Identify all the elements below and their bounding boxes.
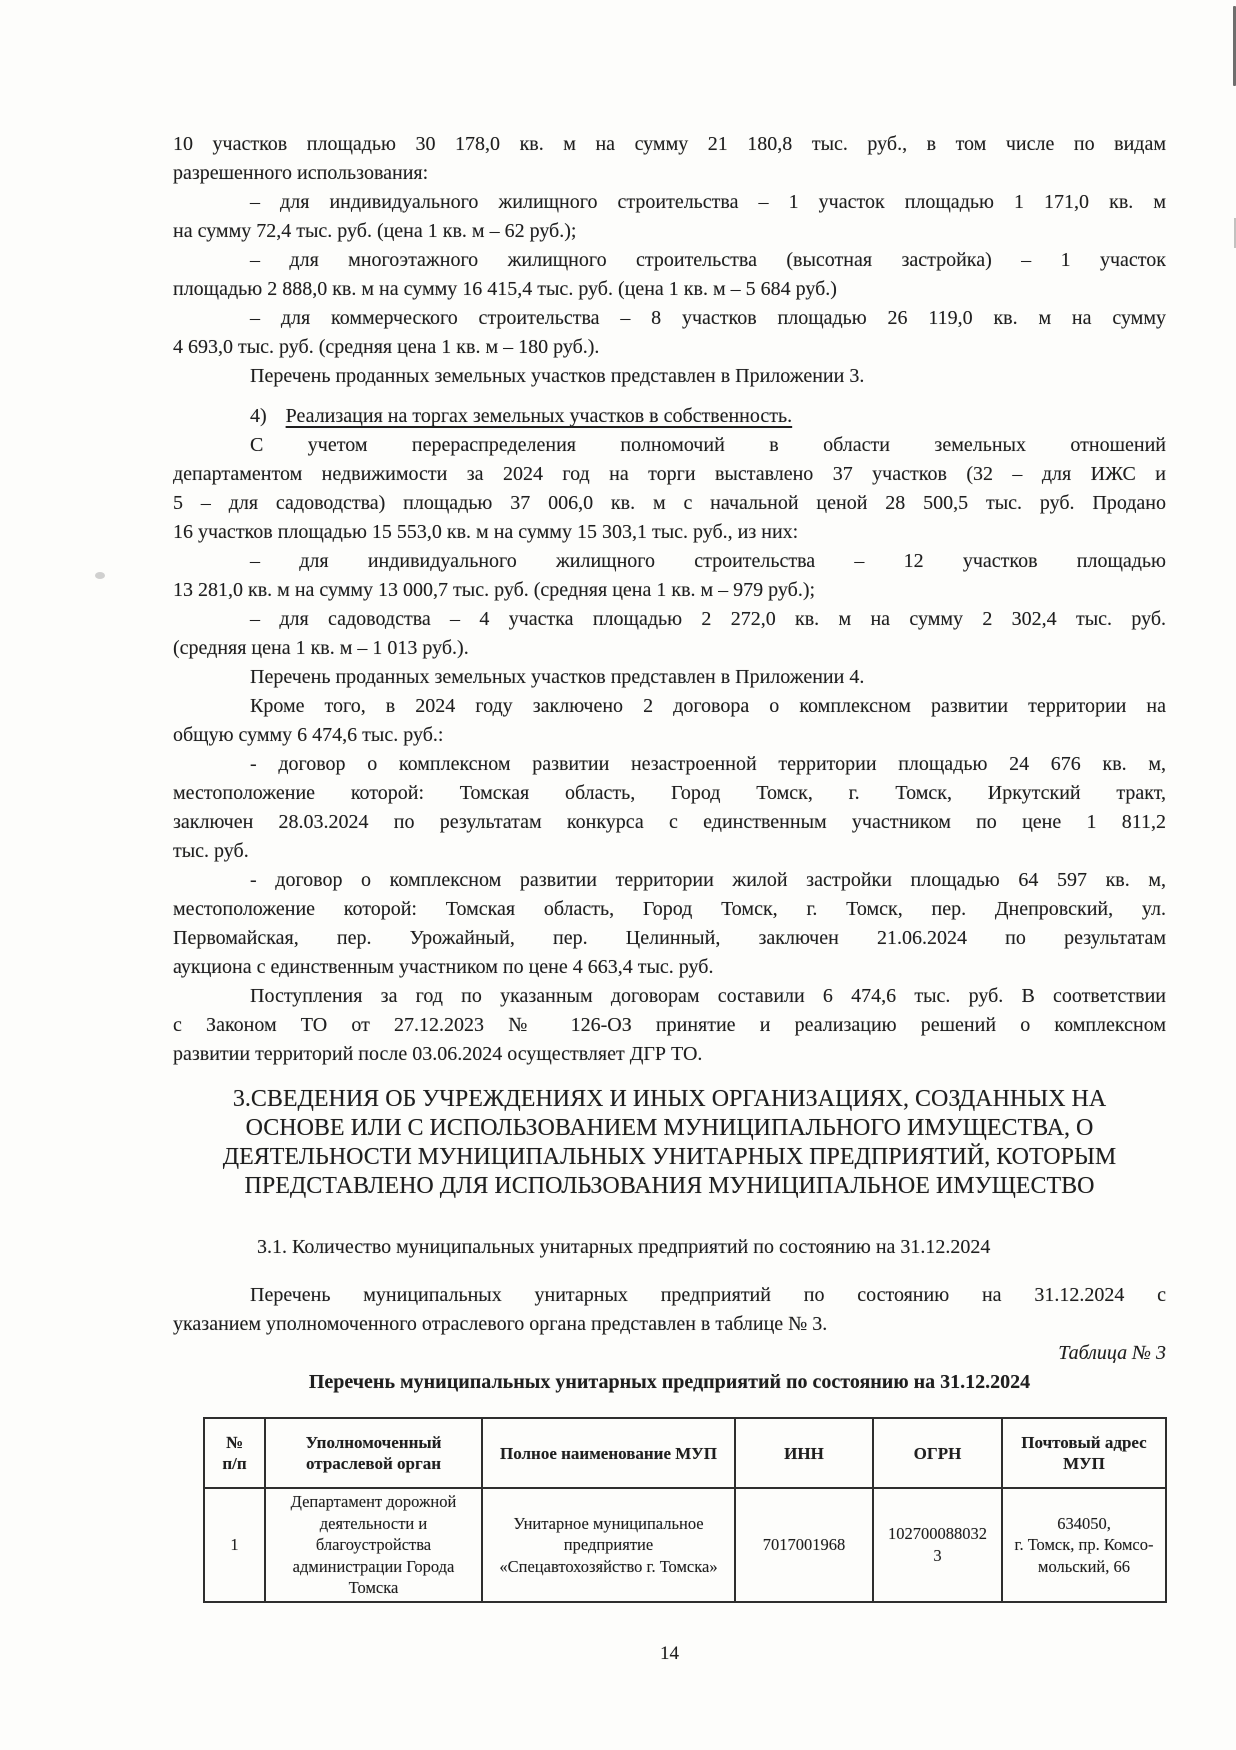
text-line: С учетом перераспределения полномочий в области земельных отношений [250, 434, 1166, 456]
cell-line: мольский, 66 [1038, 1556, 1130, 1576]
cell-line: МУП [1063, 1454, 1105, 1473]
cell-line: Унитарное муниципальное [513, 1513, 704, 1533]
paragraph-2 [173, 188, 1166, 246]
paragraph-13 [173, 866, 1166, 982]
cell-line: № [225, 1433, 244, 1452]
text-line: площадью 2 888,0 кв. м на сумму 16 415,4 тыс. руб. (цена 1 кв. м – 5 684 руб.) [173, 278, 837, 300]
cell-line: Уполномоченный [305, 1433, 442, 1452]
table-title: Перечень муниципальных унитарных предприятий по состоянию на 31.12.2024 [308, 1371, 1031, 1393]
section-heading-line: ОСНОВЕ ИЛИ С ИСПОЛЬЗОВАНИЕМ МУНИЦИПАЛЬНОГО ИМУЩЕСТВА, О [245, 1115, 1094, 1141]
text-line: – для садоводства – 4 участка площадью 2 272,0 кв. м на сумму 2 302,4 тыс. руб. [250, 608, 1166, 630]
text-line: 13 281,0 кв. м на сумму 13 000,7 тыс. руб. (средняя цена 1 кв. м – 979 руб.); [173, 579, 816, 601]
paragraph-11 [173, 692, 1166, 750]
cell-line: ОГРН [913, 1443, 962, 1463]
text-line: Кроме того, в 2024 году заключено 2 договора о комплексном развитии территории на [250, 695, 1166, 717]
text-line: 10 участков площадью 30 178,0 кв. м на сумму 21 180,8 тыс. руб., в том числе по видам [173, 133, 1166, 155]
section-heading-line: ДЕЯТЕЛЬНОСТИ МУНИЦИПАЛЬНЫХ УНИТАРНЫХ ПРЕДПРИЯТИЙ, КОТОРЫМ [222, 1144, 1117, 1170]
table-cell-r1c5 [873, 1488, 1002, 1602]
cell-line: Почтовый адрес [1021, 1433, 1147, 1452]
list-number: 4) [250, 405, 267, 427]
text-line: 16 участков площадью 15 553,0 кв. м на сумму 15 303,1 тыс. руб., из них: [173, 521, 799, 543]
section-heading-line: ПРЕДСТАВЛЕНО ДЛЯ ИСПОЛЬЗОВАНИЯ МУНИЦИПАЛЬНОЕ ИМУЩЕСТВО [244, 1173, 1095, 1199]
table-cell-r1c4 [735, 1488, 873, 1602]
text-line: Перечень проданных земельных участков представлен в Приложении 3. [250, 365, 865, 387]
underlined-heading-text: Реализация на торгах земельных участков в собственность. [285, 405, 793, 427]
cell-line: 3 [933, 1545, 942, 1565]
cell-line: Полное наименование МУП [499, 1443, 718, 1463]
table-caption: Таблица № 3 [1058, 1342, 1166, 1364]
paragraph-12 [173, 750, 1166, 866]
scan-artifact-speck [95, 572, 105, 579]
table-cell-r1c6 [1002, 1488, 1166, 1602]
text-line: - договор о комплексном развитии территории жилой застройки площадью 64 597 кв. м, [250, 869, 1166, 891]
paragraph-99 [173, 1281, 1166, 1339]
cell-line: «Спецавтохозяйство г. Томска» [499, 1556, 718, 1576]
column-header-6 [1002, 1418, 1166, 1488]
text-line: местоположение которой: Томская область, Город Томск, г. Томск, пер. Днепровский, ул. [173, 898, 1166, 920]
text-line: разрешенного использования: [173, 162, 429, 184]
table-row [204, 1488, 1166, 1602]
paragraph-9 [173, 605, 1166, 663]
text-line: 5 – для садоводства) площадью 37 006,0 кв. м с начальной ценой 28 500,5 тыс. руб. Продано [173, 492, 1166, 514]
text-line: – для индивидуального жилищного строительства – 12 участков площадью [250, 550, 1166, 572]
table-cell-r1c1 [204, 1488, 265, 1602]
cell-line: Департамент дорожной [290, 1492, 457, 1511]
column-header-2 [265, 1418, 482, 1488]
paragraph-3 [173, 246, 1166, 304]
paragraph-7 [173, 431, 1166, 547]
paragraph-4 [173, 304, 1166, 362]
column-header-1 [204, 1418, 265, 1488]
text-line: Перечень муниципальных унитарных предприятий по состоянию на 31.12.2024 с [250, 1284, 1166, 1306]
text-line: (средняя цена 1 кв. м – 1 013 руб.). [173, 637, 469, 659]
text-line: департаментом недвижимости за 2024 год на торги выставлено 37 участков (32 – для ИЖС и [173, 463, 1166, 485]
mup-table [203, 1417, 1167, 1603]
text-column [173, 0, 1166, 1603]
section-heading [173, 1085, 1166, 1201]
paragraph-6 [173, 402, 1166, 431]
text-line: общую сумму 6 474,6 тыс. руб.: [173, 724, 444, 746]
document-body [173, 0, 1166, 1069]
text-line: Поступления за год по указанным договорам составили 6 474,6 тыс. руб. В соответствии [250, 985, 1166, 1007]
column-header-5 [873, 1418, 1002, 1488]
text-line: 4 693,0 тыс. руб. (средняя цена 1 кв. м – 180 руб.). [173, 336, 600, 358]
column-header-4 [735, 1418, 873, 1488]
cell-line: администрации Города [292, 1556, 455, 1576]
cell-line: Томска [348, 1578, 399, 1597]
text-line: заключен 28.03.2024 по результатам конкурса с единственным участником по цене 1 811,2 [173, 811, 1166, 833]
paragraph-8 [173, 547, 1166, 605]
text-line: развитии территорий после 03.06.2024 осуществляет ДГР ТО. [173, 1043, 703, 1065]
table-cell-r1c2 [265, 1488, 482, 1602]
cell-line: деятельности и [319, 1513, 428, 1533]
page-number: 14 [660, 1643, 679, 1664]
cell-line: ИНН [784, 1443, 824, 1463]
paragraph-10 [173, 663, 1166, 692]
column-header-3 [482, 1418, 735, 1488]
text-line: тыс. руб. [173, 840, 249, 862]
text-line: с Законом ТО от 27.12.2023 № 126-ОЗ принятие и реализацию решений о комплексном [173, 1014, 1166, 1036]
cell-line: предприятие [563, 1535, 654, 1554]
cell-line: 1 [230, 1535, 239, 1554]
table-header-row [204, 1418, 1166, 1488]
cell-line: благоустройства [315, 1535, 432, 1554]
table-intro-paragraph [173, 1281, 1166, 1339]
paragraph-14 [173, 982, 1166, 1069]
text-line: – для многоэтажного жилищного строительства (высотная застройка) – 1 участок [250, 249, 1166, 271]
text-line: местоположение которой: Томская область, Город Томск, г. Томск, Иркутский тракт, [173, 782, 1166, 804]
text-line: - договор о комплексном развитии незастроенной территории площадью 24 676 кв. м, [250, 753, 1166, 775]
cell-line: 634050, [1057, 1513, 1111, 1533]
table-cell-r1c3 [482, 1488, 735, 1602]
text-line: указанием уполномоченного отраслевого органа представлен в таблице № 3. [173, 1313, 828, 1335]
cell-line: 7017001968 [762, 1535, 846, 1554]
paragraph-5 [173, 362, 1166, 391]
text-line: Перечень проданных земельных участков представлен в Приложении 4. [250, 666, 865, 688]
paragraph-1 [173, 130, 1166, 188]
text-line: аукциона с единственным участником по цене 4 663,4 тыс. руб. [173, 956, 714, 978]
text-line: – для индивидуального жилищного строительства – 1 участок площадью 1 171,0 кв. м [250, 191, 1166, 213]
section-heading-line: 3.СВЕДЕНИЯ ОБ УЧРЕЖДЕНИЯХ И ИНЫХ ОРГАНИЗАЦИЯХ, СОЗДАННЫХ НА [232, 1086, 1107, 1112]
cell-line: п/п [222, 1454, 247, 1473]
text-line: – для коммерческого строительства – 8 участков площадью 26 119,0 кв. м на сумму [250, 307, 1166, 329]
text-line: Первомайская, пер. Урожайный, пер. Целинный, заключен 21.06.2024 по результатам [173, 927, 1166, 949]
cell-line: 102700088032 [888, 1524, 987, 1544]
text-line: на сумму 72,4 тыс. руб. (цена 1 кв. м – 62 руб.); [173, 220, 577, 242]
subsection-heading: 3.1. Количество муниципальных унитарных предприятий по состоянию на 31.12.2024 [257, 1236, 991, 1258]
cell-line: отраслевой орган [306, 1454, 441, 1473]
cell-line: г. Томск, пр. Комсо- [1014, 1535, 1154, 1554]
